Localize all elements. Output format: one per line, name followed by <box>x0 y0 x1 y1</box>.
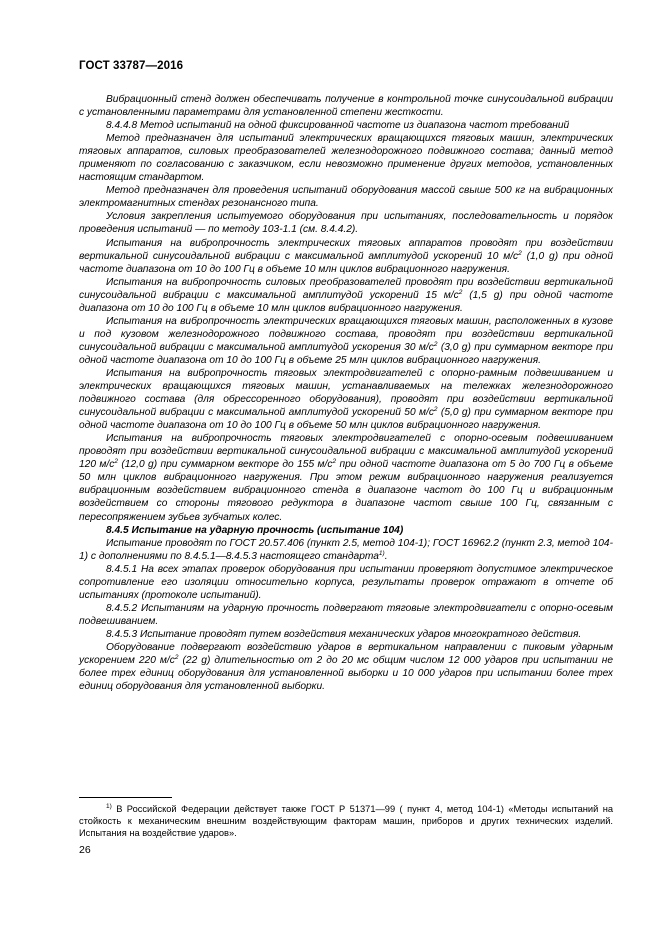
paragraph: Испытания на вибропрочность тяговых электродвигателей с опорно-рамным подвешиванием и электрических вращающихся тяговых машин, устанавливаемых на тележках железнодорожного подвижного состава (для обрессоренного оборудования), проводят при воздействии вертикальной синусоидальной вибрации с максимальной амплитудой ускорений 50 $м/с^2$ (5,0 g) при суммарном векторе при одной частоте диапазона от 10 до 100 Гц в объеме 50 млн циклов вибрационного нагружения. <box>79 367 614 432</box>
footnote-divider <box>79 797 172 798</box>
paragraph: Испытания на вибропрочность тяговых электродвигателей с опорно-осевым подвешиванием проводят при воздействии вертикальной синусоидальной вибрации с максимальной амплитудой ускорений 120 $м/с^2$ (12,0 g) при суммарном векторе до 155 $м/с^2$ при одной частоте диапазона от 5 до 700 Гц в объеме 50 млн циклов вибрационного нагружения. При этом режим вибрационного нагружения реализуется вибрационным воздействием вибрационного стенда в диапазоне частот до 100 Гц и вибрационным воздействием со стороны тягового редуктора в диапазоне частот свыше 100 Гц, связанным с пересопряжением зубьев зубчатых колес. <box>79 433 613 523</box>
paragraph: Условия закрепления испытуемого оборудования при испытаниях, последовательность и порядок проведения испытаний — по методу 103-1.1 (см. 8.4.4.2). <box>79 211 613 236</box>
paragraph: Метод предназначен для проведения испытаний оборудования массой свыше 500 кг на вибрационных электромагнитных стендах резонансного типа. <box>79 185 613 210</box>
footnote-ref: 1) <box>378 549 385 557</box>
clause-8-4-5-1: 8.4.5.1 На всех этапах проверок оборудования при испытании проверяют допустимое электрическое сопротивление его изоляции относительно корпуса, результаты проверок отражают в отчете об испытаниях (протоколе испытаний). <box>79 563 613 601</box>
clause-8-4-5-2: 8.4.5.2 Испытаниям на ударную прочность подвергают тяговые электродвигатели с опорно-осевым подвешиванием. <box>79 602 613 627</box>
section-heading-8-4-5: 8.4.5 Испытание на ударную прочность (испытание 104) <box>106 524 404 536</box>
page-number: 26 <box>79 844 91 856</box>
paragraph: Метод предназначен для испытаний электрических вращающихся тяговых машин, электрических тяговых аппаратов, силовых преобразователей железнодорожного подвижного состава; данный метод применяют по согласованию с заказчиком, если невозможно применение других методов, установленных настоящим стандартом. <box>79 133 613 184</box>
paragraph: Испытание проводят по ГОСТ 20.57.406 (пункт 2.5, метод 104-1); ГОСТ 16962.2 (пункт 2.3, метод 104-1) с дополнениями по 8.4.5.1—8.4.5.3 настоящего стандарта$^{1)}$. <box>79 537 613 562</box>
standard-header: ГОСТ 33787—2016 <box>79 60 184 72</box>
paragraph: Испытания на вибропрочность электрических вращающихся тяговых машин, расположенных в кузове и под кузовом железнодорожного подвижного состава, проводят при воздействии вертикальной синусоидальной вибрации с максимальной амплитудой ускорения 30 $м/с^2$ (3,0 g) при суммарном векторе при одной частоте диапазона от 10 до 100 Гц в объеме 25 млн циклов вибрационного нагружения. <box>79 315 613 366</box>
paragraph: Испытания на вибропрочность силовых преобразователей проводят при воздействии вертикальной синусоидальной вибрации с максимальной амплитудой ускорений 15 $м/с^2$ (1,5 g) при одной частоте диапазона от 10 до 100 Гц в объеме 10 млн циклов вибрационного нагружения. <box>79 276 613 314</box>
footnote-mark: 1) <box>106 803 112 810</box>
paragraph: Оборудование подвергают воздействию ударов в вертикальном направлении с пиковым ударным ускорением 220 $м/с^2$ (22 g) длительностью от 2 до 20 мс общим числом 12 000 ударов при испытании не более трех единиц оборудования для установленной выборки и 10 000 ударов при испытании более трех единиц оборудования для установленной выборки. <box>79 641 613 693</box>
clause-8-4-4-8: 8.4.4.8 Метод испытаний на одной фиксированной частоте из диапазона частот требований <box>106 120 570 132</box>
clause-8-4-5-3: 8.4.5.3 Испытание проводят путем воздействия механических ударов многократного действия. <box>106 628 582 640</box>
paragraph: Вибрационный стенд должен обеспечивать получение в контрольной точке синусоидальной вибрации с установленными параметрами для установленной степени жесткости. <box>79 94 613 119</box>
footnote: $^{1)}$ В Российской Федерации действует также ГОСТ Р 51371—99 ( пункт 4, метод 104-1) «Методы испытаний на стойкость к механическим внешним воздействующим факторам машин, приборов и других технических изделий. Испытания на воздействие ударов». <box>79 803 613 839</box>
body-text <box>79 93 613 693</box>
paragraph: Испытания на вибропрочность электрических тяговых аппаратов проводят при воздействии вертикальной синусоидальной вибрации с максимальной амплитудой ускорений 10 $м/с^2$ (1,0 g) при одной частоте диапазона от 10 до 100 Гц в объеме 10 млн циклов вибрационного нагружения. <box>79 237 614 275</box>
